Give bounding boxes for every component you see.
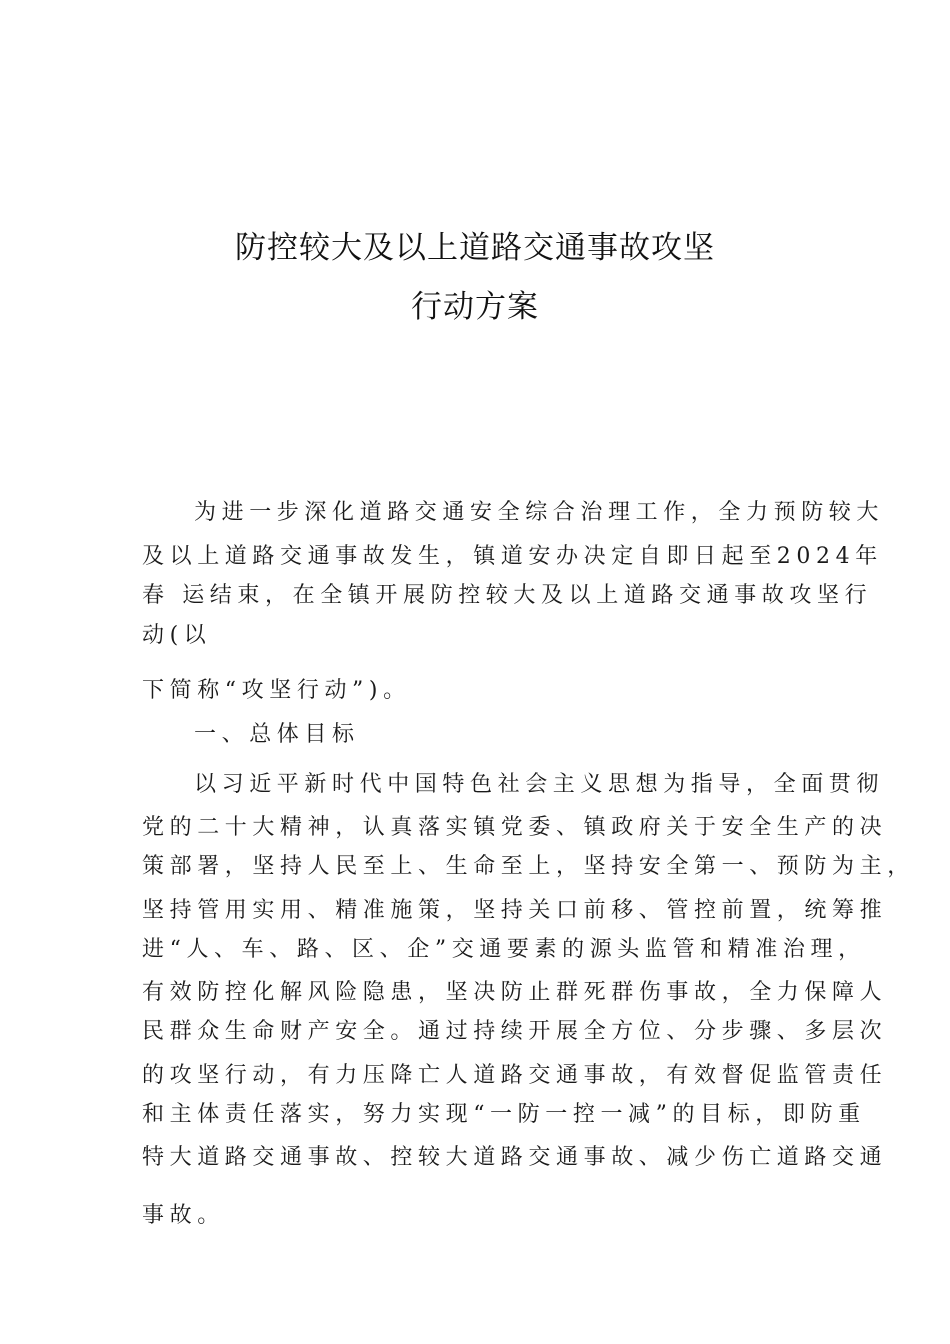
intro-paragraph-line: 动(以 xyxy=(142,623,212,648)
section-paragraph-line: 特大道路交通事故、控较大道路交通事故、减少伤亡道路交通 xyxy=(142,1145,888,1170)
section-paragraph-line: 有效防控化解风险隐患，坚决防止群死群伤事故，全力保障人 xyxy=(142,980,888,1005)
section-paragraph-line: 以习近平新时代中国特色社会主义思想为指导，全面贯彻 xyxy=(194,772,885,797)
section-paragraph-line: 进“人、车、路、区、企”交通要素的源头监管和精准治理， xyxy=(142,937,866,962)
document-title-line-1: 防控较大及以上道路交通事故攻坚 xyxy=(235,230,715,266)
intro-paragraph-line: 为进一步深化道路交通安全综合治理工作，全力预防较大 xyxy=(194,500,885,525)
document-title-line-2: 行动方案 xyxy=(411,289,539,325)
intro-paragraph-line: 春 运结束，在全镇开展防控较大及以上道路交通事故攻坚行 xyxy=(142,583,873,608)
section-paragraph-line: 策部署，坚持人民至上、生命至上，坚持安全第一、预防为主， xyxy=(142,854,915,879)
section-paragraph-line: 坚持管用实用、精准施策，坚持关口前移、管控前置，统筹推 xyxy=(142,898,888,923)
section-paragraph-line: 事故。 xyxy=(142,1203,225,1228)
intro-paragraph-line: 下简称“攻坚行动”)。 xyxy=(142,678,411,703)
section-paragraph-line: 党的二十大精神，认真落实镇党委、镇政府关于安全生产的决 xyxy=(142,815,888,840)
intro-paragraph-line: 及以上道路交通事故发生，镇道安办决定自即日起至2024年 xyxy=(142,544,883,569)
section-paragraph-line: 民群众生命财产安全。通过持续开展全方位、分步骤、多层次 xyxy=(142,1019,888,1044)
section-paragraph-line: 和主体责任落实，努力实现“一防一控一减”的目标，即防重 xyxy=(142,1102,866,1127)
section-heading: 一、总体目标 xyxy=(194,722,360,747)
section-paragraph-line: 的攻坚行动，有力压降亡人道路交通事故，有效督促监管责任 xyxy=(142,1063,888,1088)
